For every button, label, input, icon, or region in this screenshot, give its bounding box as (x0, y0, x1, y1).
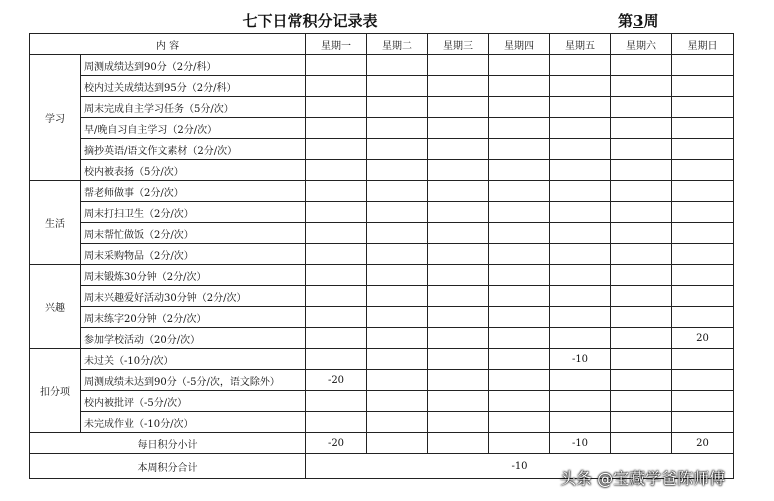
score-cell-sun[interactable] (672, 55, 734, 76)
score-cell-wed[interactable] (428, 76, 489, 97)
score-cell-fri[interactable] (550, 244, 611, 265)
score-cell-sun[interactable] (672, 202, 734, 223)
score-cell-sat[interactable] (611, 328, 672, 349)
table-row (30, 370, 734, 391)
header-day-tue: 星期二 (367, 34, 428, 55)
score-cell-mon[interactable] (306, 76, 367, 97)
table-row (30, 265, 734, 286)
weekly-total-label: 本周积分合计 (30, 454, 306, 479)
score-cell-sat[interactable] (611, 349, 672, 370)
score-cell-tue[interactable] (367, 370, 428, 391)
score-cell-sat[interactable] (611, 307, 672, 328)
table-row (30, 349, 734, 370)
table-row (30, 97, 734, 118)
daily-subtotal-tue[interactable] (367, 433, 428, 454)
category-label: 学习 (30, 55, 81, 181)
score-cell-wed[interactable] (428, 181, 489, 202)
score-cell-mon[interactable] (306, 265, 367, 286)
header-day-sun: 星期日 (672, 34, 734, 55)
item-label: 参加学校活动（20分/次） (81, 328, 306, 349)
score-cell-sun[interactable] (672, 307, 734, 328)
week-label (618, 10, 658, 31)
score-cell-sat[interactable] (611, 160, 672, 181)
item-label: 周末练字20分钟（2分/次） (81, 307, 306, 328)
score-cell-fri[interactable] (550, 391, 611, 412)
score-cell-tue[interactable] (367, 97, 428, 118)
header-content: 内 容 (30, 34, 306, 55)
table-row (30, 328, 734, 349)
table-row (30, 55, 734, 76)
score-cell-fri[interactable]: -10 (550, 349, 611, 370)
score-cell-mon[interactable] (306, 328, 367, 349)
score-cell-fri[interactable] (550, 265, 611, 286)
score-cell-sun[interactable]: 20 (672, 328, 734, 349)
score-cell-sat[interactable] (611, 202, 672, 223)
score-cell-mon[interactable] (306, 55, 367, 76)
score-cell-wed[interactable] (428, 202, 489, 223)
score-cell-tue[interactable] (367, 202, 428, 223)
score-cell-fri[interactable] (550, 412, 611, 433)
score-cell-sun[interactable] (672, 160, 734, 181)
score-cell-sun[interactable] (672, 181, 734, 202)
score-cell-fri[interactable] (550, 181, 611, 202)
score-cell-thu[interactable] (489, 328, 550, 349)
item-label: 周末打扫卫生（2分/次） (81, 202, 306, 223)
score-cell-tue[interactable] (367, 349, 428, 370)
score-cell-fri[interactable] (550, 202, 611, 223)
score-cell-thu[interactable] (489, 391, 550, 412)
score-cell-wed[interactable] (428, 370, 489, 391)
score-cell-thu[interactable] (489, 244, 550, 265)
item-label: 校内被表扬（5分/次） (81, 160, 306, 181)
header-day-thu: 星期四 (489, 34, 550, 55)
table-row (30, 412, 734, 433)
score-cell-thu[interactable] (489, 160, 550, 181)
weekly-total-value[interactable]: -10 (306, 454, 734, 479)
score-cell-wed[interactable] (428, 223, 489, 244)
score-cell-mon[interactable] (306, 286, 367, 307)
score-cell-sat[interactable] (611, 76, 672, 97)
daily-subtotal-mon[interactable]: -20 (306, 433, 367, 454)
item-label: 校内过关成绩达到95分（2分/科） (81, 76, 306, 97)
score-cell-thu[interactable] (489, 202, 550, 223)
score-cell-tue[interactable] (367, 55, 428, 76)
score-cell-sun[interactable] (672, 244, 734, 265)
score-cell-fri[interactable] (550, 76, 611, 97)
score-cell-wed[interactable] (428, 97, 489, 118)
score-cell-mon[interactable] (306, 139, 367, 160)
header-row (30, 34, 734, 55)
table-row (30, 118, 734, 139)
score-cell-fri[interactable] (550, 370, 611, 391)
score-cell-sun[interactable] (672, 412, 734, 433)
score-cell-sat[interactable] (611, 97, 672, 118)
week-suffix: 周 (643, 12, 659, 30)
table-row (30, 391, 734, 412)
score-cell-wed[interactable] (428, 118, 489, 139)
score-cell-fri[interactable] (550, 286, 611, 307)
table-row (30, 160, 734, 181)
daily-subtotal-sat[interactable] (611, 433, 672, 454)
score-cell-wed[interactable] (428, 391, 489, 412)
item-label: 摘抄英语/语文作文素材（2分/次） (81, 139, 306, 160)
score-cell-tue[interactable] (367, 307, 428, 328)
item-label: 周末兴趣爱好活动30分钟（2分/次） (81, 286, 306, 307)
score-cell-fri[interactable] (550, 118, 611, 139)
daily-subtotal-sun[interactable]: 20 (672, 433, 734, 454)
score-cell-fri[interactable] (550, 160, 611, 181)
daily-subtotal-label: 每日积分小计 (30, 433, 306, 454)
score-cell-fri[interactable] (550, 223, 611, 244)
score-cell-thu[interactable] (489, 223, 550, 244)
score-cell-thu[interactable] (489, 76, 550, 97)
score-cell-sun[interactable] (672, 265, 734, 286)
table-row (30, 202, 734, 223)
score-cell-thu[interactable] (489, 97, 550, 118)
score-cell-mon[interactable] (306, 97, 367, 118)
score-cell-tue[interactable] (367, 391, 428, 412)
score-cell-wed[interactable] (428, 412, 489, 433)
score-cell-wed[interactable] (428, 265, 489, 286)
points-table (29, 33, 734, 479)
score-cell-wed[interactable] (428, 307, 489, 328)
table-row (30, 307, 734, 328)
watermark: 头条 @宝藏学爸陈师傅 (560, 469, 726, 488)
score-cell-sat[interactable] (611, 118, 672, 139)
score-cell-sun[interactable] (672, 76, 734, 97)
score-cell-sat[interactable] (611, 286, 672, 307)
daily-subtotal-wed[interactable] (428, 433, 489, 454)
score-cell-wed[interactable] (428, 349, 489, 370)
item-label: 周测成绩未达到90分（-5分/次，语文除外） (81, 370, 306, 391)
score-cell-sat[interactable] (611, 265, 672, 286)
score-cell-thu[interactable] (489, 118, 550, 139)
category-label: 兴趣 (30, 265, 81, 349)
score-cell-sun[interactable] (672, 349, 734, 370)
score-cell-sun[interactable] (672, 223, 734, 244)
score-cell-wed[interactable] (428, 160, 489, 181)
sheet-title: 七下日常积分记录表 (242, 12, 378, 30)
score-cell-mon[interactable] (306, 244, 367, 265)
score-cell-sun[interactable] (672, 139, 734, 160)
item-label: 未过关（-10分/次） (81, 349, 306, 370)
score-cell-mon[interactable]: -20 (306, 370, 367, 391)
score-cell-tue[interactable] (367, 181, 428, 202)
table-row (30, 139, 734, 160)
score-cell-sat[interactable] (611, 370, 672, 391)
score-cell-thu[interactable] (489, 286, 550, 307)
item-label: 周测成绩达到90分（2分/科） (81, 55, 306, 76)
header-day-sat: 星期六 (611, 34, 672, 55)
score-cell-fri[interactable] (550, 55, 611, 76)
daily-subtotal-thu[interactable] (489, 433, 550, 454)
table-row (30, 244, 734, 265)
score-cell-tue[interactable] (367, 265, 428, 286)
table-row (30, 76, 734, 97)
score-cell-sat[interactable] (611, 55, 672, 76)
item-label: 校内被批评（-5分/次） (81, 391, 306, 412)
score-cell-sun[interactable] (672, 118, 734, 139)
score-cell-mon[interactable] (306, 349, 367, 370)
score-cell-thu[interactable] (489, 139, 550, 160)
item-label: 早/晚自习自主学习（2分/次） (81, 118, 306, 139)
score-cell-fri[interactable] (550, 307, 611, 328)
score-cell-mon[interactable] (306, 412, 367, 433)
score-cell-thu[interactable] (489, 370, 550, 391)
score-cell-tue[interactable] (367, 244, 428, 265)
score-cell-tue[interactable] (367, 223, 428, 244)
score-cell-sat[interactable] (611, 244, 672, 265)
score-cell-tue[interactable] (367, 328, 428, 349)
item-label: 周末完成自主学习任务（5分/次） (81, 97, 306, 118)
score-cell-tue[interactable] (367, 160, 428, 181)
table-body (30, 55, 734, 433)
score-cell-tue[interactable] (367, 412, 428, 433)
score-cell-thu[interactable] (489, 55, 550, 76)
score-cell-thu[interactable] (489, 349, 550, 370)
score-cell-sat[interactable] (611, 139, 672, 160)
score-cell-fri[interactable] (550, 139, 611, 160)
score-cell-wed[interactable] (428, 286, 489, 307)
score-cell-wed[interactable] (428, 55, 489, 76)
item-label: 周末锻炼30分钟（2分/次） (81, 265, 306, 286)
score-cell-tue[interactable] (367, 286, 428, 307)
table-row (30, 286, 734, 307)
score-cell-mon[interactable] (306, 160, 367, 181)
score-cell-wed[interactable] (428, 244, 489, 265)
header-day-fri: 星期五 (550, 34, 611, 55)
score-cell-wed[interactable] (428, 139, 489, 160)
score-cell-sat[interactable] (611, 391, 672, 412)
score-cell-mon[interactable] (306, 181, 367, 202)
score-cell-tue[interactable] (367, 139, 428, 160)
score-cell-sat[interactable] (611, 181, 672, 202)
table-row (30, 181, 734, 202)
score-cell-mon[interactable] (306, 391, 367, 412)
week-number: 3 (633, 12, 644, 30)
daily-subtotal-fri[interactable]: -10 (550, 433, 611, 454)
score-cell-sat[interactable] (611, 223, 672, 244)
item-label: 帮老师做事（2分/次） (81, 181, 306, 202)
score-cell-thu[interactable] (489, 307, 550, 328)
score-cell-thu[interactable] (489, 412, 550, 433)
item-label: 周末采购物品（2分/次） (81, 244, 306, 265)
category-label: 生活 (30, 181, 81, 265)
header-day-mon: 星期一 (306, 34, 367, 55)
score-cell-mon[interactable] (306, 307, 367, 328)
score-cell-sun[interactable] (672, 370, 734, 391)
score-cell-tue[interactable] (367, 76, 428, 97)
score-cell-sat[interactable] (611, 412, 672, 433)
score-cell-mon[interactable] (306, 223, 367, 244)
category-label: 扣分项 (30, 349, 81, 433)
score-cell-sun[interactable] (672, 286, 734, 307)
score-cell-fri[interactable] (550, 97, 611, 118)
header-day-wed: 星期三 (428, 34, 489, 55)
week-prefix: 第 (618, 12, 634, 30)
score-cell-thu[interactable] (489, 181, 550, 202)
score-cell-mon[interactable] (306, 202, 367, 223)
daily-subtotal-row (30, 433, 734, 454)
score-cell-wed[interactable] (428, 328, 489, 349)
score-cell-tue[interactable] (367, 118, 428, 139)
score-cell-sun[interactable] (672, 391, 734, 412)
score-cell-mon[interactable] (306, 118, 367, 139)
item-label: 未完成作业（-10分/次） (81, 412, 306, 433)
score-cell-sun[interactable] (672, 97, 734, 118)
score-cell-thu[interactable] (489, 265, 550, 286)
table-row (30, 223, 734, 244)
item-label: 周末帮忙做饭（2分/次） (81, 223, 306, 244)
score-cell-fri[interactable] (550, 328, 611, 349)
